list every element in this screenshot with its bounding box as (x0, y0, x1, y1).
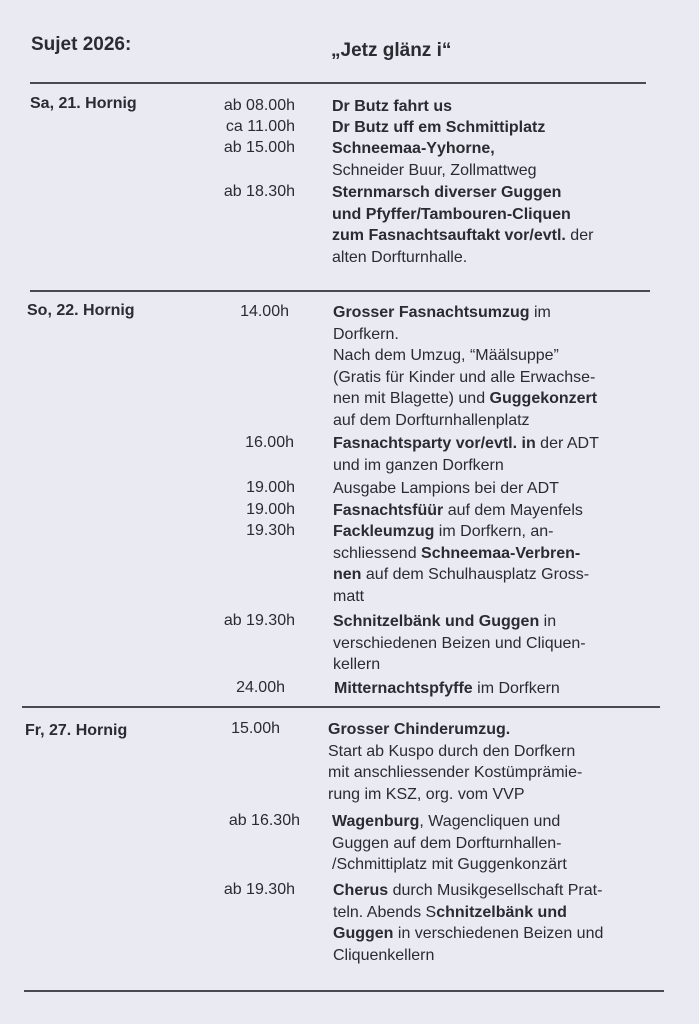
bold-text: Fasnachtsfüür (333, 502, 444, 519)
divider-top (30, 82, 646, 84)
event-time: 14.00h (240, 303, 289, 320)
event-time: ab 08.00h (223, 97, 295, 114)
day-label-sun: So, 22. Hornig (27, 302, 135, 319)
bold-text: Fackleumzug (333, 523, 435, 540)
bold-text: Grosser Chinderumzug. (328, 721, 511, 738)
event-time: ab 16.30h (228, 812, 300, 829)
divider-sat-sun (30, 290, 650, 292)
bold-text: Guggen (333, 925, 394, 942)
event-description: Grosser Chinderumzug. Start ab Kuspo durch den Dorfkern mit anschliessender Kostümprämie- rung im KSZ, org. vom VVP (328, 721, 583, 803)
event-time: ab 19.30h (223, 881, 295, 898)
event-description: Wagenburg, Wagencliquen und Guggen auf dem Dorfturnhallen- /Schmittiplatz mit Guggenkonzärt (332, 813, 567, 873)
event-description: Schneemaa-Yyhorne, Schneider Buur, Zollmattweg (332, 140, 537, 179)
event-time: 19.30h (246, 522, 295, 539)
event-time: ab 15.00h (223, 139, 295, 156)
bold-text: Schneemaa-Yyhorne, (332, 140, 495, 157)
event-description: Sternmarsch diverser Guggen und Pfyffer/Tambouren-Cliquen zum Fasnachtsauftakt vor/evtl. der alten Dorfturnhalle. (332, 184, 594, 266)
event-description (332, 117, 545, 139)
bold-text: Guggekonzert (489, 390, 598, 407)
bold-text: Schneemaa-Verbren- (421, 544, 581, 562)
bold-text: zum Fasnachtsauftakt vor/evtl. (332, 227, 566, 244)
bold-text: und Pfyffer/Tambouren-Cliquen (332, 205, 571, 223)
event-description: Fackleumzug im Dorfkern, an- schliessend Schneemaa-Verbren- nen auf dem Schulhausplatz Gross- matt (333, 523, 590, 605)
bold-text: Wagenburg (332, 813, 420, 830)
event-description: Mitternachtspfyffe im Dorfkern (334, 680, 560, 697)
event-time: 24.00h (236, 679, 285, 696)
event-description: Schnitzelbänk und Guggen in verschiedenen Beizen und Cliquen- kellern (333, 613, 586, 673)
bold-text: chnitzelbänk und (436, 903, 567, 921)
event-description: Fasnachtsfüür auf dem Mayenfels (333, 502, 583, 519)
sujet-motto: „Jetz glänz i“ (331, 40, 452, 61)
bold-text: Schnitzelbänk und Guggen (333, 613, 540, 630)
bold-text: Grosser Fasnachtsumzug (333, 304, 530, 321)
event-description: Grosser Fasnachtsumzug im Dorfkern. Nach dem Umzug, “Määlsuppe” (Gratis für Kinder und alle Erwachse- nen mit Blagette) und Guggekonzert auf dem Dorfturnhallenplatz (333, 304, 598, 429)
bold-text: Sternmarsch diverser Guggen (332, 184, 562, 201)
event-description: Fasnachtsparty vor/evtl. in der ADT und im ganzen Dorfkern (333, 435, 599, 474)
divider-sun-fri (22, 706, 660, 708)
bold-text: Cherus (333, 882, 389, 899)
event-time: 19.00h (246, 479, 295, 496)
bold-text: Dr Butz uff em Schmittiplatz (332, 119, 546, 136)
bold-text: nen (333, 566, 362, 583)
event-time: ab 18.30h (223, 183, 295, 200)
event-description: Ausgabe Lampions bei der ADT (333, 480, 559, 497)
event-time: 19.00h (246, 501, 295, 518)
event-description: Cherus durch Musikgesellschaft Prat- teln. Abends Schnitzelbänk und Guggen in verschiedenen Beizen und Cliquenkellern (333, 882, 604, 964)
event-time: ca 11.00h (225, 118, 295, 135)
divider-bottom (24, 990, 664, 992)
bold-text: Fasnachtsparty vor/evtl. in (333, 435, 536, 452)
event-description (332, 96, 452, 118)
bold-text: Mitternachtspfyffe (334, 680, 473, 697)
day-label-sat: Sa, 21. Hornig (30, 95, 137, 112)
day-label-fri: Fr, 27. Hornig (25, 722, 128, 739)
bold-text: Dr Butz fahrt us (332, 98, 452, 115)
event-time: ab 19.30h (223, 612, 295, 629)
event-time: 16.00h (245, 434, 294, 451)
sujet-label: Sujet 2026: (31, 34, 132, 55)
event-time: 15.00h (231, 720, 280, 737)
